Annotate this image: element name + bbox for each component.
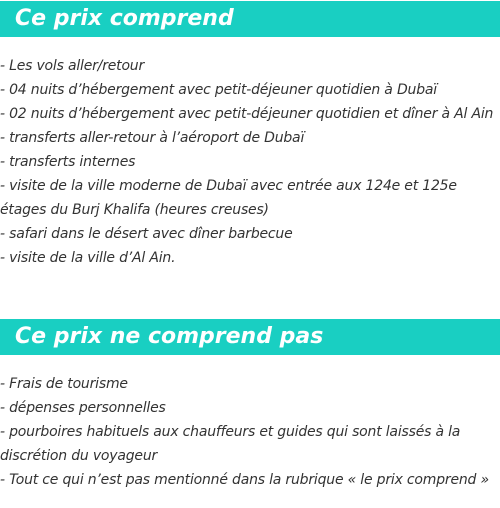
includes-list: [0, 54, 498, 270]
list-item: - pourboires habituels aux chauffeurs et guides qui sont laissés à la discrétion du voyageur: [0, 424, 461, 464]
excludes-heading: Ce prix ne comprend pas: [0, 319, 500, 355]
list-item: - safari dans le désert avec dîner barbecue: [0, 226, 293, 242]
list-item: - Tout ce qui n’est pas mentionné dans la rubrique « le prix comprend »: [0, 472, 489, 488]
list-item: - Frais de tourisme: [0, 376, 128, 392]
excludes-list: [0, 372, 498, 492]
list-item: - dépenses personnelles: [0, 400, 166, 416]
list-item: - visite de la ville moderne de Dubaï avec entrée aux 124e et 125e étages du Burj Khalifa (heures creuses): [0, 178, 457, 218]
includes-heading: Ce prix comprend: [0, 1, 500, 37]
list-item: - transferts internes: [0, 154, 136, 170]
list-item: - transferts aller-retour à l’aéroport de Dubaï: [0, 130, 305, 146]
list-item: - 04 nuits d’hébergement avec petit-déjeuner quotidien à Dubaï: [0, 82, 437, 98]
list-item: - Les vols aller/retour: [0, 58, 145, 74]
list-item: - visite de la ville d’Al Ain.: [0, 250, 176, 266]
list-item: - 02 nuits d’hébergement avec petit-déjeuner quotidien et dîner à Al Ain: [0, 106, 494, 122]
